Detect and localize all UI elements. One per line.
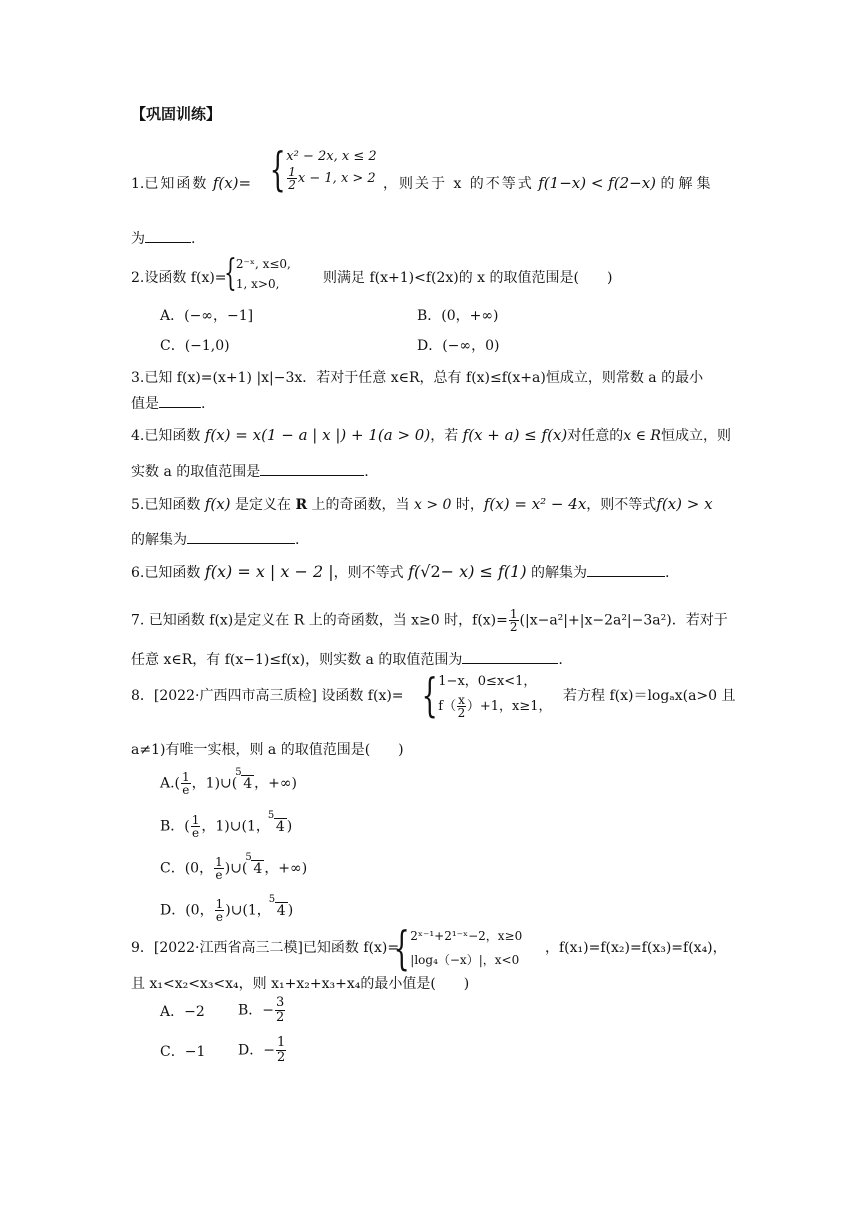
problem-1-mid: ，则关于 x 的不等式 — [383, 176, 534, 192]
problem-3-line-1: 3.已知 f(x)=(x+1) |x|−3x．若对于任意 x∈R，总有 f(x)≤f(x+a)恒成立，则常数 a 的最小 — [131, 370, 704, 386]
problem-8-line-2: a≠1)有唯一实根，则 a 的取值范围是( ) — [131, 742, 404, 758]
problem-6 — [131, 562, 731, 583]
frac-den: e — [192, 826, 200, 840]
problem-9-line-2: 且 x₁<x₂<x₃<x₄，则 x₁+x₂+x₃+x₄的最小值是( ) — [131, 976, 470, 992]
problem-5-line-2 — [131, 530, 731, 550]
text: )∪( — [224, 860, 248, 877]
formula: f(x) — [204, 495, 231, 513]
problem-9-option-b[interactable] — [238, 996, 286, 1025]
case-2-pre: f（ — [438, 698, 457, 714]
frac-num: 3 — [276, 995, 285, 1010]
problem-1-piecewise — [269, 142, 377, 196]
text: ，则不等式 — [586, 497, 657, 513]
text: 是定义在 — [234, 497, 291, 513]
problem-4-line-1 — [131, 425, 731, 446]
problem-2 — [131, 254, 731, 294]
text: B．( — [160, 818, 190, 835]
text: ，1)∪(1， — [201, 818, 270, 835]
problem-2-number: 2. — [131, 270, 145, 286]
formula: f(x + a) ≤ f(x) — [462, 426, 568, 444]
left-brace-icon: { — [269, 142, 286, 196]
problem-2-option-b[interactable]: B．(0，+∞) — [417, 308, 499, 324]
problem-1-case-2: x − 1, x > 2 — [297, 171, 376, 186]
text: 时， — [455, 497, 484, 513]
formula: x > 0 — [413, 497, 452, 513]
frac-num: 1 — [215, 855, 223, 869]
radicand: 4 — [243, 775, 253, 792]
frac-den: 2 — [276, 1050, 286, 1065]
sqrt-2: √2 — [420, 562, 441, 581]
text: 若方程 f(x)＝logₐx(a>0 且 — [563, 688, 736, 704]
problem-3-line-2-text: 值是 — [131, 396, 159, 412]
case-2: |log₄（−x）|，x<0 — [410, 953, 520, 967]
fifth-root-icon — [235, 766, 254, 794]
problem-8-option-d[interactable] — [160, 893, 294, 924]
problem-2-option-d[interactable]: D．(−∞，0) — [417, 338, 500, 354]
text: A.( — [160, 775, 181, 792]
root-index: 5 — [268, 893, 276, 905]
problem-4-line-2 — [131, 462, 731, 482]
text: 上的奇函数，当 — [311, 497, 410, 513]
text: ，f(x₁)=f(x₂)=f(x₃)=f(x₄)， — [545, 940, 727, 956]
fifth-root-icon — [245, 851, 264, 879]
text: ，则不等式 — [333, 565, 404, 581]
formula: f(x) = x² − 4x — [483, 495, 587, 513]
text: ，+∞) — [264, 860, 308, 877]
answer-blank[interactable] — [145, 242, 191, 243]
problem-1-line-2-text: 为 — [131, 231, 145, 247]
problem-1-fx: f(x)= — [212, 174, 252, 192]
problem-2-option-a[interactable]: A．(−∞，−1] — [160, 308, 254, 324]
radicand: 4 — [276, 902, 286, 919]
problem-1-inequality: f(1−x) < f(2−x) — [538, 174, 657, 192]
text: 的解集为 — [531, 565, 588, 581]
frac-num: 1 — [509, 607, 518, 621]
text: ) — [287, 902, 294, 919]
problem-2-case-1: 2⁻ˣ, x≤0, — [235, 257, 291, 271]
frac-num: 1 — [191, 813, 200, 827]
frac-den: e — [182, 783, 190, 797]
root-index: 5 — [245, 851, 252, 863]
problem-8 — [131, 667, 736, 722]
frac-den: e — [215, 868, 223, 882]
text: 对任意的 — [567, 428, 624, 444]
problem-1-lead: 已知函数 — [144, 176, 209, 192]
text: )∪(1， — [225, 902, 271, 919]
problem-8-option-b[interactable] — [160, 809, 293, 840]
problem-2-case-2: 1, x>0, — [235, 277, 280, 291]
period: . — [665, 565, 670, 581]
frac-den: 2 — [509, 620, 518, 634]
problem-1-case-2-frac-den: 2 — [288, 178, 296, 192]
period: . — [191, 231, 196, 247]
text: 实数 a 的取值范围是 — [131, 464, 261, 480]
problem-5-line-1 — [131, 494, 731, 515]
text: 7. 已知函数 f(x)是定义在 R 上的奇函数，当 x≥0 时，f(x)= — [131, 612, 508, 629]
answer-blank[interactable] — [187, 543, 295, 544]
frac-num: 1 — [276, 1035, 286, 1050]
problem-1-case-2-frac-num: 1 — [288, 165, 296, 179]
frac-num: 1 — [215, 897, 224, 911]
text: 8．[2022·广西四市高三质检] 设函数 f(x)= — [131, 688, 404, 704]
case-2-post: ）+1，x≥1， — [466, 698, 552, 714]
text: 4.已知函数 — [131, 428, 201, 444]
left-brace-icon: { — [393, 921, 410, 975]
problem-9-option-d[interactable] — [238, 1036, 287, 1065]
formula: x ∈ R — [623, 428, 661, 444]
problem-9 — [131, 921, 731, 975]
case-1: 1−x，0≤x<1， — [438, 674, 537, 689]
formula: f(x) = x | x − 2 | — [204, 562, 334, 581]
problem-1-number: 1. — [131, 176, 145, 192]
text: D．(0， — [160, 902, 214, 919]
frac-num: 1 — [182, 770, 190, 784]
text: ，+∞) — [254, 775, 298, 792]
formula — [408, 562, 526, 581]
problem-2-lead: 设函数 f(x)= — [144, 270, 227, 286]
problem-2-tail: 则满足 f(x+1)<f(2x)的 x 的取值范围是( ) — [323, 270, 613, 286]
formula: f(x) > x — [656, 495, 713, 513]
root-index: 5 — [235, 766, 242, 778]
problem-8-option-c[interactable] — [160, 851, 308, 882]
period: . — [364, 464, 369, 480]
text: B．− — [238, 1002, 275, 1019]
fifth-root-icon — [267, 809, 287, 837]
problem-3-line-2 — [131, 394, 731, 414]
answer-blank[interactable] — [260, 475, 364, 476]
text: ) — [286, 818, 293, 835]
problem-1-line-2 — [131, 229, 731, 249]
radicand: 4 — [275, 818, 285, 835]
problem-2-option-c[interactable]: C．(−1,0) — [160, 338, 230, 354]
text: 5.已知函数 — [131, 497, 201, 513]
problem-9-option-a[interactable]: A．−2 — [160, 1004, 205, 1020]
radicand: 4 — [253, 860, 263, 877]
problem-1-tail: 的解集 — [660, 176, 715, 192]
text: C．(0， — [160, 860, 214, 877]
frac-den: 2 — [276, 1010, 285, 1025]
text: D．− — [238, 1042, 275, 1059]
text: 恒成立，则 — [660, 428, 731, 444]
formula: R — [295, 497, 308, 513]
text: 9．[2022·江西省高三二模]已知函数 f(x)= — [131, 940, 400, 956]
left-brace-icon: { — [421, 667, 438, 722]
fifth-root-icon — [268, 893, 288, 921]
period: . — [201, 396, 206, 412]
text: 6.已知函数 — [131, 565, 201, 581]
formula-part: f( — [408, 562, 421, 581]
problem-9-option-c[interactable]: C．−1 — [160, 1044, 206, 1060]
text: ，若 — [430, 428, 459, 444]
answer-blank[interactable] — [159, 407, 201, 408]
problem-1 — [131, 142, 731, 218]
period: . — [558, 652, 563, 668]
frac-den: 2 — [457, 706, 466, 720]
root-index: 5 — [267, 809, 275, 821]
text: (|x−a²|+|x−2a²|−3a²)．若对于 — [519, 612, 728, 629]
text: 任意 x∈R，有 f(x−1)≤f(x)，则实数 a 的取值范围为 — [131, 652, 463, 668]
problem-1-case-1: x² − 2x, x ≤ 2 — [286, 149, 377, 164]
section-title: 【巩固训练】 — [131, 105, 222, 123]
formula-part: − x) ≤ f(1) — [440, 562, 527, 581]
frac-den: e — [215, 910, 223, 924]
answer-blank[interactable] — [587, 576, 665, 577]
answer-blank[interactable] — [462, 663, 558, 664]
frac-num: x — [458, 693, 465, 707]
problem-8-option-a[interactable] — [160, 766, 298, 797]
left-brace-icon: { — [224, 253, 237, 294]
formula: f(x) = x(1 − a | x |) + 1(a > 0) — [204, 426, 431, 444]
case-1: 2ˣ⁻¹+2¹⁻ˣ−2，x≥0 — [410, 929, 523, 943]
problem-7-line-1 — [131, 608, 731, 633]
period: . — [295, 532, 300, 548]
text: ，1)∪( — [191, 775, 238, 792]
text: 的解集为 — [131, 532, 187, 548]
